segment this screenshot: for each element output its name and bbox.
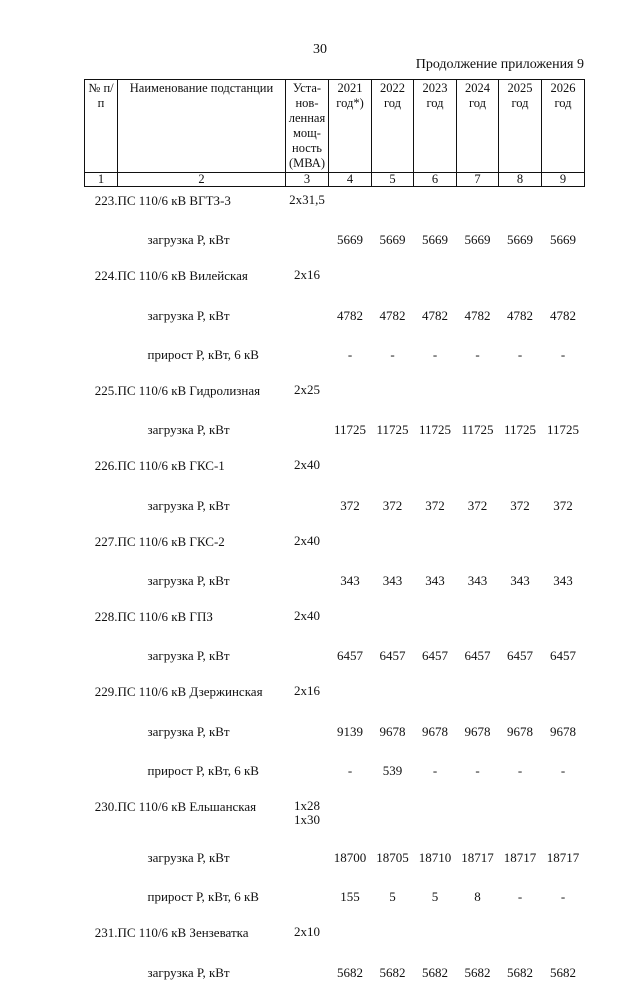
capacity-line: 2х16 [294,267,320,283]
table-row [85,603,585,639]
value-cell: 4782 [550,307,576,323]
value-cell: - [347,762,353,778]
value-cell: 11725 [546,422,580,438]
header-year-2022: 2022 год [372,80,414,173]
value-cell: 343 [340,572,360,588]
installed-capacity [286,377,329,413]
table-row [85,715,585,754]
row-number: 223. [94,193,118,208]
metric-label: загрузка Р, кВт [147,497,230,513]
value-cell: 11725 [461,422,494,438]
value-cell: 11725 [503,422,537,438]
column-number: 3 [286,173,329,187]
metric-label: загрузка Р, кВт [147,964,230,980]
substation-name: ПС 110/6 кВ Дзержинская [117,684,263,700]
table-row [85,452,585,488]
value-cell: 5682 [464,964,491,980]
installed-capacity [286,528,329,564]
value-cell: 6457 [422,648,448,664]
value-cell: 4782 [337,307,363,323]
table-row [85,299,585,338]
installed-capacity [286,603,329,639]
value-cell: 5682 [550,964,576,980]
value-cell: 5 [431,889,439,905]
metric-label: загрузка Р, кВт [147,850,230,865]
value-cell: 343 [510,572,530,588]
metric-label: прирост Р, кВт, 6 кВ [147,889,259,905]
value-cell: - [432,762,438,778]
table-row [85,489,585,528]
value-cell: 5682 [507,964,533,980]
column-number: 6 [414,173,457,187]
row-number: 227. [94,533,118,549]
header-year-2021: 2021 год*) [329,80,372,173]
substation-name: ПС 110/6 кВ ВГТЗ-3 [117,193,231,208]
capacity-line: 2х31,5 [289,192,325,207]
value-cell: 5 [389,889,396,905]
table-header-row [85,80,585,173]
substation-name: ПС 110/6 кВ Зензеватка [117,925,249,941]
table-row [85,841,585,880]
value-cell: 539 [382,762,403,778]
value-cell: 18710 [418,850,452,865]
value-cell: 9678 [507,723,533,739]
table-row [85,919,585,955]
value-cell: 5669 [422,232,448,248]
value-cell: - [517,762,523,778]
value-cell: 343 [467,572,488,588]
value-cell: - [560,346,566,362]
value-cell: 372 [382,497,403,513]
table-row [85,377,585,413]
table-row [85,639,585,678]
row-number: 228. [94,609,118,625]
value-cell: 4782 [464,307,491,323]
capacity-line: 2х16 [294,683,320,699]
value-cell: 372 [467,497,488,513]
metric-label: прирост Р, кВт, 6 кВ [147,346,259,362]
column-number-row [85,173,585,187]
value-cell: 343 [382,572,403,588]
value-cell: 9678 [464,723,491,739]
metric-label: загрузка Р, кВт [147,307,230,323]
table-row [85,880,585,919]
value-cell: 4782 [422,307,448,323]
value-cell: 11725 [418,422,452,438]
row-number: 229. [94,684,118,700]
value-cell: 18717 [461,850,494,865]
capacity-line: 2х10 [294,924,320,940]
value-cell: 5669 [464,232,491,248]
value-cell: 9678 [550,723,576,739]
value-cell: - [560,762,566,778]
value-cell: 155 [340,889,360,905]
value-cell: 18717 [546,850,580,865]
value-cell: - [475,762,480,778]
metric-label: загрузка Р, кВт [147,232,230,248]
table-row [85,528,585,564]
substation-name: ПС 110/6 кВ Ельшанская [117,799,257,814]
value-cell: 11725 [376,422,409,438]
table-row [85,262,585,298]
substation-name: ПС 110/6 кВ Вилейская [117,268,248,284]
value-cell: 5682 [422,964,448,980]
value-cell: 9678 [422,723,448,739]
value-cell: - [390,346,395,362]
installed-capacity [286,262,329,298]
value-cell: - [560,889,566,905]
value-cell: 372 [553,497,573,513]
table-row [85,223,585,262]
value-cell: 18705 [376,850,409,865]
header-capacity: Уста-нов-ленная мощ-ность (МВА) [286,80,329,173]
table-row [85,678,585,714]
value-cell: 372 [340,497,360,513]
value-cell: 5669 [379,232,406,248]
row-number: 230. [94,799,118,814]
installed-capacity [286,452,329,488]
value-cell: 18717 [503,850,537,865]
value-cell: 6457 [507,648,533,664]
substation-load-table [84,79,585,995]
header-year-2023: 2023 год [414,80,457,173]
table-row [85,956,585,995]
column-number: 8 [499,173,542,187]
table-row [85,187,585,224]
column-number: 2 [118,173,286,187]
table-row [85,338,585,377]
value-cell: - [517,346,523,362]
table-body [85,187,585,995]
appendix-continuation-note: Продолжение приложения 9 [415,57,584,72]
value-cell: 6457 [337,648,363,664]
capacity-line: 1х28 [294,798,320,813]
value-cell: 5682 [337,964,363,980]
value-cell: 8 [474,889,481,905]
value-cell: 372 [425,497,445,513]
metric-label: загрузка Р, кВт [147,422,230,438]
value-cell: 11725 [333,422,367,438]
capacity-line: 2х40 [294,457,320,473]
metric-label: прирост Р, кВт, 6 кВ [147,762,259,778]
value-cell: 6457 [550,648,576,664]
row-number: 226. [94,458,118,474]
substation-name: ПС 110/6 кВ ГКС-1 [117,458,225,474]
metric-label: загрузка Р, кВт [147,648,230,664]
value-cell: 343 [425,572,445,588]
column-number: 4 [329,173,372,187]
installed-capacity [286,919,329,955]
header-number: № п/п [85,80,118,173]
substation-name: ПС 110/6 кВ ГПЗ [117,609,213,625]
metric-label: загрузка Р, кВт [147,723,230,739]
value-cell: - [347,346,353,362]
value-cell: 4782 [379,307,406,323]
value-cell: 4782 [507,307,533,323]
value-cell: 6457 [464,648,491,664]
value-cell: 372 [510,497,530,513]
value-cell: 18700 [333,850,367,865]
header-year-2025: 2025 год [499,80,542,173]
header-year-2026: 2026 год [542,80,585,173]
header-substation-name: Наименование подстанции [118,80,286,173]
table-row [85,793,585,841]
capacity-line: 2х25 [294,381,320,397]
value-cell: - [432,346,438,362]
metric-label: загрузка Р, кВт [147,572,230,588]
capacity-line: 1х30 [294,812,320,827]
capacity-line: 2х40 [294,532,320,548]
column-number: 5 [372,173,414,187]
substation-name: ПС 110/6 кВ Гидролизная [117,382,261,398]
value-cell: 5669 [550,232,576,248]
value-cell: 343 [553,572,573,588]
row-number: 224. [94,268,118,284]
value-cell: 5669 [507,232,533,248]
substation-name: ПС 110/6 кВ ГКС-2 [117,533,225,549]
capacity-line: 2х40 [294,608,320,624]
value-cell: - [475,346,480,362]
row-number: 231. [94,925,118,941]
table-row [85,564,585,603]
header-year-2024: 2024 год [457,80,499,173]
installed-capacity [286,678,329,714]
value-cell: 6457 [379,648,406,664]
value-cell: 9139 [337,723,363,739]
installed-capacity [286,187,329,224]
column-number: 7 [457,173,499,187]
value-cell: 5682 [379,964,406,980]
table-row [85,754,585,793]
table-row [85,413,585,452]
column-number: 1 [85,173,118,187]
installed-capacity [286,793,329,841]
value-cell: 9678 [379,723,406,739]
value-cell: 5669 [337,232,363,248]
column-number: 9 [542,173,585,187]
value-cell: - [517,889,523,905]
row-number: 225. [94,382,118,398]
page-number: 30 [313,42,327,57]
